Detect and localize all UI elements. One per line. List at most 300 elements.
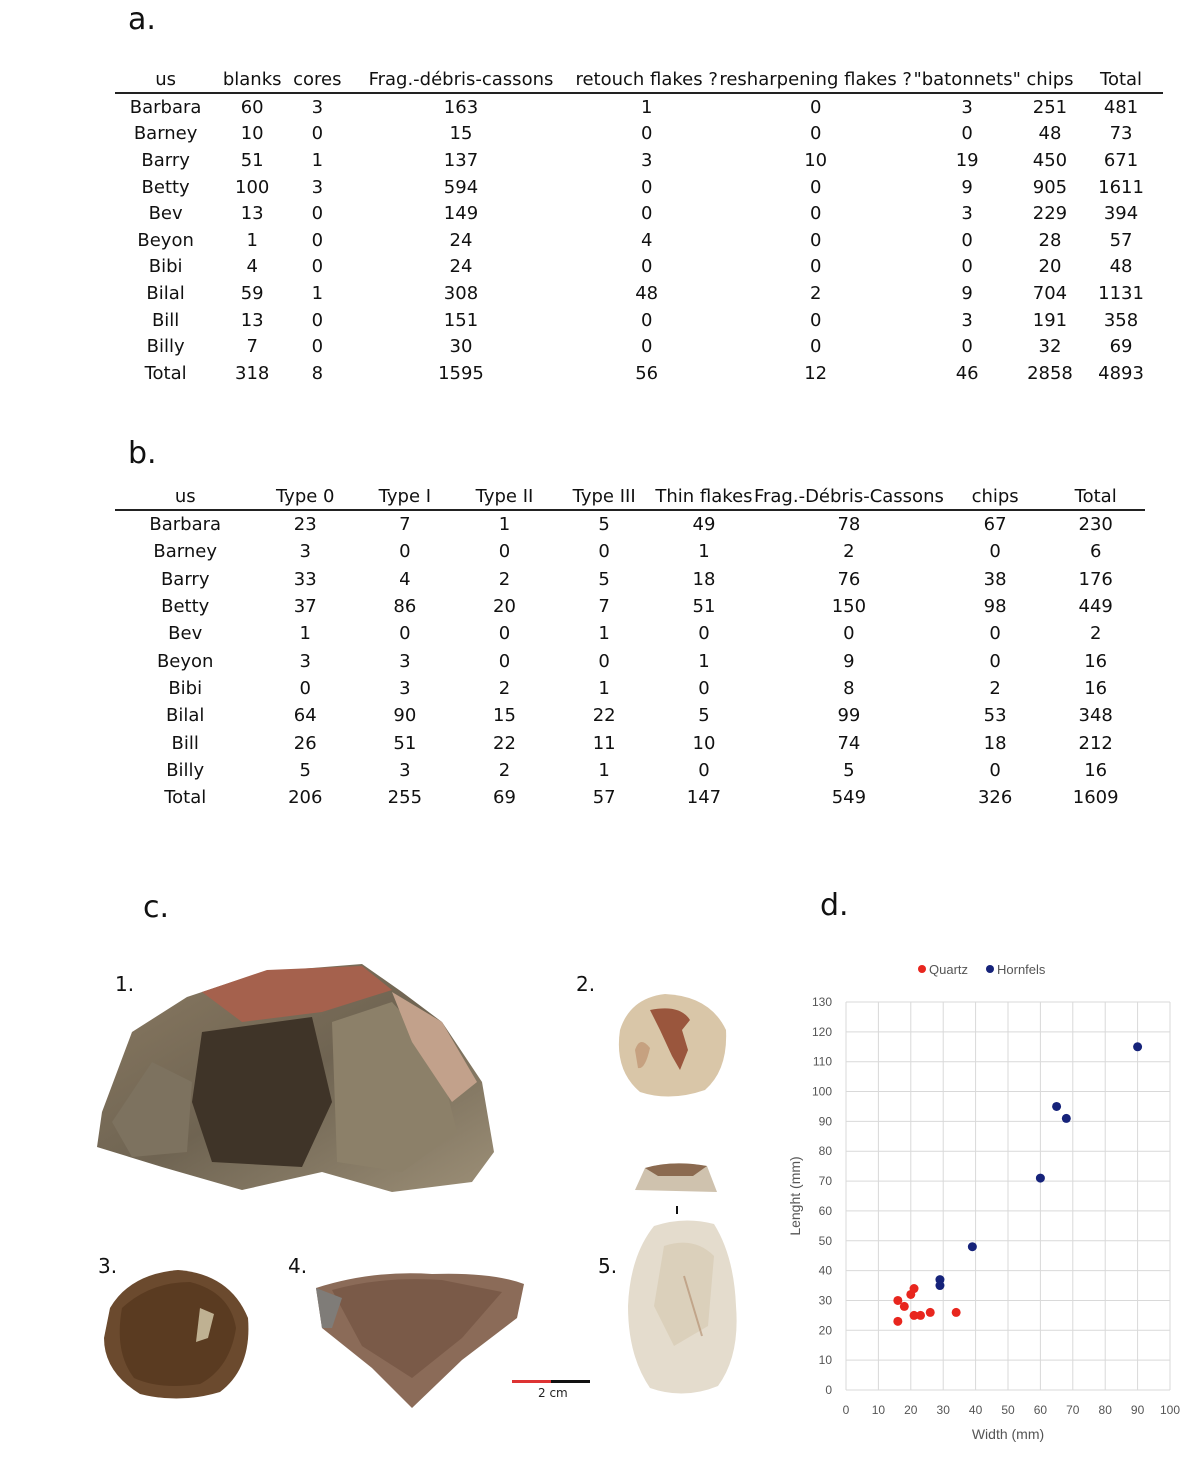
table-cell: 1 [698, 541, 710, 563]
table-cell: 449 [1078, 596, 1113, 618]
table-cell: 1 [498, 514, 511, 536]
table-cell: 46 [955, 362, 979, 384]
table-cell: 549 [831, 787, 867, 809]
table-row [115, 729, 1145, 756]
table-cell: 33 [293, 568, 317, 590]
table-cell: 3 [961, 309, 973, 331]
table-cell: 481 [1103, 96, 1139, 118]
artifact-1-core-image [92, 962, 496, 1198]
artifact-5-flake-image [624, 1216, 742, 1400]
table-cell: 4 [640, 229, 653, 251]
row-label-cell: Bill [171, 732, 199, 754]
table-row [115, 254, 1163, 281]
table-cell: 348 [1078, 705, 1113, 727]
table-cell: 24 [449, 229, 473, 251]
table-cell: 5 [698, 705, 710, 727]
table-cell: 229 [1032, 203, 1068, 225]
table-cell: 0 [498, 650, 511, 672]
table-flake-types [115, 483, 1145, 811]
table-cell: 49 [692, 514, 716, 536]
table-cell: 2 [498, 568, 511, 590]
artifact-3-label: 3. [98, 1254, 118, 1278]
table-cell: 78 [837, 514, 861, 536]
table-row [115, 227, 1163, 254]
row-label-cell: Bill [151, 309, 180, 331]
row-label-cell: Billy [146, 336, 185, 358]
table-cell: 150 [831, 596, 867, 618]
table-cell: 67 [983, 514, 1007, 536]
table-cell: 4 [246, 256, 258, 278]
row-label-cell: Bilal [166, 705, 205, 727]
row-label-cell: Bilal [146, 282, 185, 304]
data-point-hornfels [968, 1242, 977, 1251]
table-cell: 0 [809, 96, 822, 118]
x-tick-label: 40 [968, 1403, 983, 1417]
table-cell: 0 [961, 256, 973, 278]
table-row [115, 280, 1163, 307]
data-point-hornfels [1052, 1102, 1061, 1111]
table-cell: 4 [399, 568, 411, 590]
table-cell: 308 [443, 282, 479, 304]
table-cell: 37 [293, 596, 317, 618]
table-cell: 22 [493, 732, 516, 754]
data-point-hornfels [935, 1281, 944, 1290]
table-cell: 0 [698, 623, 710, 645]
scale-bar-label: 2 cm [538, 1386, 568, 1400]
data-point-quartz [900, 1302, 909, 1311]
table-cell: 0 [598, 541, 610, 563]
table-cell: 0 [311, 203, 324, 225]
table-cell: 0 [809, 256, 822, 278]
row-label-cell: Barney [133, 123, 198, 145]
table-cell: 57 [1109, 229, 1133, 251]
table-cell: 76 [837, 568, 861, 590]
table-cell: 1595 [438, 362, 484, 384]
y-tick-label: 120 [811, 1024, 832, 1039]
table-cell: 86 [393, 596, 417, 618]
table-cell: 0 [809, 123, 822, 145]
table-row [115, 93, 1163, 121]
table-cell: 24 [449, 256, 473, 278]
x-tick-label: 0 [842, 1403, 850, 1417]
table-cell: 3 [399, 677, 411, 699]
table-cell: 394 [1103, 203, 1139, 225]
column-header: Type 0 [255, 483, 355, 510]
scale-bar-red-segment [512, 1380, 551, 1383]
data-point-hornfels [1133, 1042, 1142, 1051]
table-cell: 0 [640, 256, 653, 278]
artifact-4-flake-image [312, 1268, 526, 1410]
table-cell: 0 [989, 541, 1001, 563]
table-cell: 3 [640, 149, 653, 171]
row-label-cell: Bev [148, 203, 183, 225]
table-cell: 64 [293, 705, 317, 727]
y-tick-label: 30 [818, 1293, 832, 1308]
x-tick-label: 60 [1033, 1403, 1048, 1417]
legend-label: Quartz [929, 962, 969, 977]
table-cell: 318 [235, 362, 270, 384]
table-cell: 90 [393, 705, 417, 727]
table-cell: 0 [989, 759, 1001, 781]
table-cell: 38 [983, 568, 1007, 590]
table-cell: 60 [240, 96, 264, 118]
table-row [115, 675, 1145, 702]
table-cell: 16 [1084, 650, 1108, 672]
table-cell: 0 [640, 123, 653, 145]
table-cell: 0 [640, 309, 653, 331]
row-label-cell: Beyon [156, 650, 214, 672]
panel-c-label: c. [143, 890, 170, 925]
table-cell: 149 [443, 203, 479, 225]
table-cell: 9 [961, 176, 973, 198]
data-point-quartz [916, 1311, 925, 1320]
table-cell: 358 [1103, 309, 1139, 331]
table-cell: 0 [809, 203, 822, 225]
table-cell: 5 [299, 759, 311, 781]
table-cell: 1 [311, 282, 324, 304]
table-cell: 1131 [1098, 282, 1144, 304]
column-header: chips [944, 483, 1047, 510]
column-header: resharpening flakes ? [718, 66, 914, 93]
table-cell: 56 [635, 362, 659, 384]
artifact-2-profile-image [633, 1160, 719, 1194]
x-tick-label: 90 [1130, 1403, 1145, 1417]
table-row [115, 147, 1163, 174]
table-cell: 2 [498, 677, 511, 699]
table-cell: 3 [311, 176, 324, 198]
table-row [115, 307, 1163, 334]
table-cell: 1 [598, 677, 610, 699]
table-header-row [115, 66, 1163, 93]
row-label-cell: Billy [166, 759, 205, 781]
table-cell: 15 [449, 123, 473, 145]
table-row [115, 566, 1145, 593]
scatter-chart [770, 950, 1190, 1450]
table-cell: 3 [961, 203, 973, 225]
table-cell: 0 [598, 650, 610, 672]
table-cell: 0 [989, 650, 1001, 672]
table-cell: 0 [399, 623, 411, 645]
table-cell: 99 [837, 705, 861, 727]
table-cell: 3 [961, 96, 973, 118]
table-cell: 251 [1032, 96, 1068, 118]
x-axis-label: Width (mm) [971, 1426, 1045, 1442]
table-cell: 0 [399, 541, 411, 563]
table-cell: 51 [692, 596, 716, 618]
artifact-2-label: 2. [576, 972, 596, 996]
artifact-4-label: 4. [288, 1254, 308, 1278]
table-cell: 0 [843, 623, 855, 645]
legend-label: Hornfels [997, 962, 1046, 977]
table-cell: 704 [1032, 282, 1068, 304]
y-tick-label: 110 [812, 1054, 832, 1069]
table-cell: 1611 [1098, 176, 1144, 198]
table-cell: 0 [299, 677, 311, 699]
table-cell: 2 [498, 759, 511, 781]
row-label-cell: Barney [153, 541, 218, 563]
table-row [115, 757, 1145, 784]
table-row [115, 333, 1163, 360]
table-cell: 0 [311, 336, 324, 358]
table-cell: 23 [293, 514, 317, 536]
artifact-3-flake-image [100, 1268, 252, 1402]
legend-marker [918, 965, 926, 973]
table-cell: 191 [1032, 309, 1068, 331]
table-cell: 16 [1084, 759, 1108, 781]
table-cell: 176 [1078, 568, 1113, 590]
table-cell: 230 [1078, 514, 1113, 536]
table-cell: 163 [443, 96, 479, 118]
column-header: Total [1046, 483, 1145, 510]
table-cell: 0 [311, 123, 324, 145]
y-axis-label: Lenght (mm) [787, 1156, 803, 1236]
table-cell: 212 [1078, 732, 1113, 754]
table-cell: 0 [809, 229, 822, 251]
table-cell: 26 [293, 732, 317, 754]
table-cell: 0 [311, 256, 324, 278]
table-cell: 0 [640, 176, 653, 198]
y-tick-label: 70 [818, 1174, 832, 1189]
table-cell: 48 [1109, 256, 1133, 278]
table-cell: 3 [311, 96, 324, 118]
table-cell: 8 [843, 677, 855, 699]
table-cell: 15 [493, 705, 516, 727]
table-row [115, 702, 1145, 729]
table-cell: 0 [640, 336, 653, 358]
table-row [115, 647, 1145, 674]
x-tick-label: 50 [1001, 1403, 1015, 1417]
table-cell: 28 [1038, 229, 1062, 251]
table-cell: 206 [288, 787, 323, 809]
profile-tick [676, 1206, 678, 1214]
data-point-quartz [893, 1317, 902, 1326]
panel-d-label: d. [820, 888, 849, 923]
row-label-cell: Betty [161, 596, 210, 618]
table-cell: 5 [598, 568, 610, 590]
table-cell: 450 [1032, 149, 1068, 171]
table-cell: 0 [698, 677, 710, 699]
table-cell: 30 [449, 336, 473, 358]
table-cell: 137 [443, 149, 479, 171]
scale-bar [512, 1380, 590, 1383]
row-label-cell: Barry [160, 568, 210, 590]
table-cell: 2 [1089, 623, 1102, 645]
table-cell: 3 [299, 541, 311, 563]
table-cell: 1 [698, 650, 710, 672]
column-header: retouch flakes ? [575, 66, 717, 93]
table-cell: 905 [1032, 176, 1068, 198]
y-tick-label: 100 [811, 1084, 832, 1099]
table-cell: 51 [393, 732, 417, 754]
y-tick-label: 60 [818, 1203, 832, 1218]
table-cell: 0 [311, 229, 324, 251]
table-cell: 0 [961, 123, 973, 145]
table-cell: 9 [961, 282, 973, 304]
column-header: Type I [355, 483, 455, 510]
row-label-cell: Barry [141, 149, 190, 171]
column-header: Type III [554, 483, 654, 510]
table-cell: 16 [1084, 677, 1108, 699]
table-row [115, 200, 1163, 227]
table-row [115, 360, 1163, 387]
table-row [115, 121, 1163, 148]
data-point-quartz [910, 1284, 919, 1293]
scale-bar-black-segment [551, 1380, 590, 1383]
data-point-hornfels [1062, 1114, 1071, 1123]
row-label-cell: Betty [141, 176, 190, 198]
table-cell: 53 [983, 705, 1007, 727]
table-cell: 69 [1109, 336, 1133, 358]
column-header: Frag.-débris-cassons [347, 66, 576, 93]
x-tick-label: 20 [904, 1403, 918, 1417]
table-cell: 7 [399, 514, 411, 536]
data-point-hornfels [1036, 1174, 1045, 1183]
table-cell: 594 [443, 176, 479, 198]
table-cell: 1 [598, 759, 610, 781]
table-cell: 3 [399, 650, 411, 672]
data-point-quartz [926, 1308, 935, 1317]
table-cell: 59 [240, 282, 264, 304]
table-cell: 7 [246, 336, 258, 358]
artifact-2-flake-image [610, 990, 730, 1102]
panel-b-label: b. [128, 436, 157, 471]
table-cell: 2 [809, 282, 822, 304]
table-cell: 32 [1038, 336, 1062, 358]
table-cell: 1 [311, 149, 324, 171]
table-lithic-counts [115, 66, 1163, 387]
column-header: chips [1021, 66, 1079, 93]
table-cell: 48 [1038, 123, 1062, 145]
table-cell: 1 [640, 96, 653, 118]
table-cell: 0 [698, 759, 710, 781]
table-cell: 1 [598, 623, 610, 645]
row-label-cell: Total [164, 787, 207, 809]
column-header: us [115, 66, 216, 93]
table-cell: 1 [299, 623, 311, 645]
table-cell: 3 [399, 759, 411, 781]
table-cell: 0 [961, 336, 973, 358]
table-cell: 0 [640, 203, 653, 225]
column-header: Frag.-Débris-Cassons [754, 483, 944, 510]
table-cell: 11 [592, 732, 616, 754]
column-header: Total [1079, 66, 1163, 93]
table-cell: 10 [804, 149, 828, 171]
table-cell: 671 [1103, 149, 1139, 171]
table-cell: 19 [955, 149, 979, 171]
column-header: cores [288, 66, 346, 93]
y-tick-label: 20 [818, 1323, 832, 1338]
table-cell: 0 [809, 336, 822, 358]
table-cell: 20 [1038, 256, 1062, 278]
column-header: us [115, 483, 255, 510]
table-cell: 255 [387, 787, 423, 809]
table-cell: 3 [299, 650, 311, 672]
column-header: blanks [216, 66, 288, 93]
table-cell: 73 [1109, 123, 1133, 145]
table-row [115, 510, 1145, 538]
table-cell: 326 [977, 787, 1013, 809]
table-cell: 7 [598, 596, 610, 618]
table-cell: 6 [1089, 541, 1102, 563]
table-row [115, 620, 1145, 647]
table-row [115, 174, 1163, 201]
table-cell: 0 [961, 229, 973, 251]
table-cell: 18 [692, 568, 716, 590]
y-tick-label: 50 [818, 1233, 832, 1248]
artifact-5-label: 5. [598, 1254, 618, 1278]
y-tick-label: 130 [811, 995, 832, 1009]
column-header: "batonnets" [913, 66, 1020, 93]
y-tick-label: 10 [818, 1353, 832, 1368]
table-cell: 1 [246, 229, 258, 251]
table-cell: 0 [989, 623, 1001, 645]
y-tick-label: 0 [825, 1383, 832, 1397]
row-label-cell: Barbara [129, 96, 202, 118]
row-label-cell: Bev [168, 623, 203, 645]
table-row [115, 593, 1145, 620]
table-cell: 2 [843, 541, 855, 563]
table-row [115, 538, 1145, 565]
x-tick-label: 80 [1098, 1403, 1112, 1417]
table-cell: 22 [592, 705, 616, 727]
artifact-1-label: 1. [115, 972, 135, 996]
table-cell: 8 [311, 362, 324, 384]
table-cell: 0 [498, 623, 511, 645]
table-cell: 2 [989, 677, 1001, 699]
x-tick-label: 30 [936, 1403, 950, 1417]
table-cell: 20 [493, 596, 516, 618]
y-tick-label: 90 [818, 1114, 832, 1129]
row-label-cell: Beyon [137, 229, 194, 251]
data-point-quartz [952, 1308, 961, 1317]
table-cell: 100 [235, 176, 270, 198]
table-cell: 10 [692, 732, 716, 754]
x-tick-label: 100 [1159, 1403, 1181, 1417]
y-tick-label: 80 [818, 1144, 832, 1159]
table-cell: 51 [240, 149, 264, 171]
table-cell: 74 [837, 732, 861, 754]
table-cell: 13 [240, 203, 264, 225]
x-tick-label: 10 [871, 1403, 886, 1417]
row-label-cell: Bibi [168, 677, 203, 699]
panel-a-label: a. [128, 2, 156, 37]
legend-marker [986, 965, 994, 973]
table-cell: 69 [493, 787, 516, 809]
x-tick-label: 70 [1066, 1403, 1080, 1417]
table-cell: 1609 [1072, 787, 1119, 809]
row-label-cell: Total [144, 362, 187, 384]
table-header-row [115, 483, 1145, 510]
table-cell: 98 [983, 596, 1007, 618]
table-cell: 12 [804, 362, 828, 384]
column-header: Thin flakes [654, 483, 754, 510]
y-tick-label: 40 [818, 1263, 832, 1278]
table-cell: 0 [809, 176, 822, 198]
table-cell: 5 [843, 759, 855, 781]
table-cell: 9 [843, 650, 855, 672]
table-cell: 48 [635, 282, 659, 304]
table-cell: 2858 [1027, 362, 1073, 384]
table-cell: 147 [686, 787, 722, 809]
table-cell: 151 [443, 309, 479, 331]
table-cell: 0 [498, 541, 511, 563]
table-cell: 18 [983, 732, 1007, 754]
row-label-cell: Barbara [149, 514, 222, 536]
column-header: Type II [455, 483, 555, 510]
table-cell: 0 [809, 309, 822, 331]
table-cell: 57 [592, 787, 616, 809]
table-cell: 5 [598, 514, 610, 536]
